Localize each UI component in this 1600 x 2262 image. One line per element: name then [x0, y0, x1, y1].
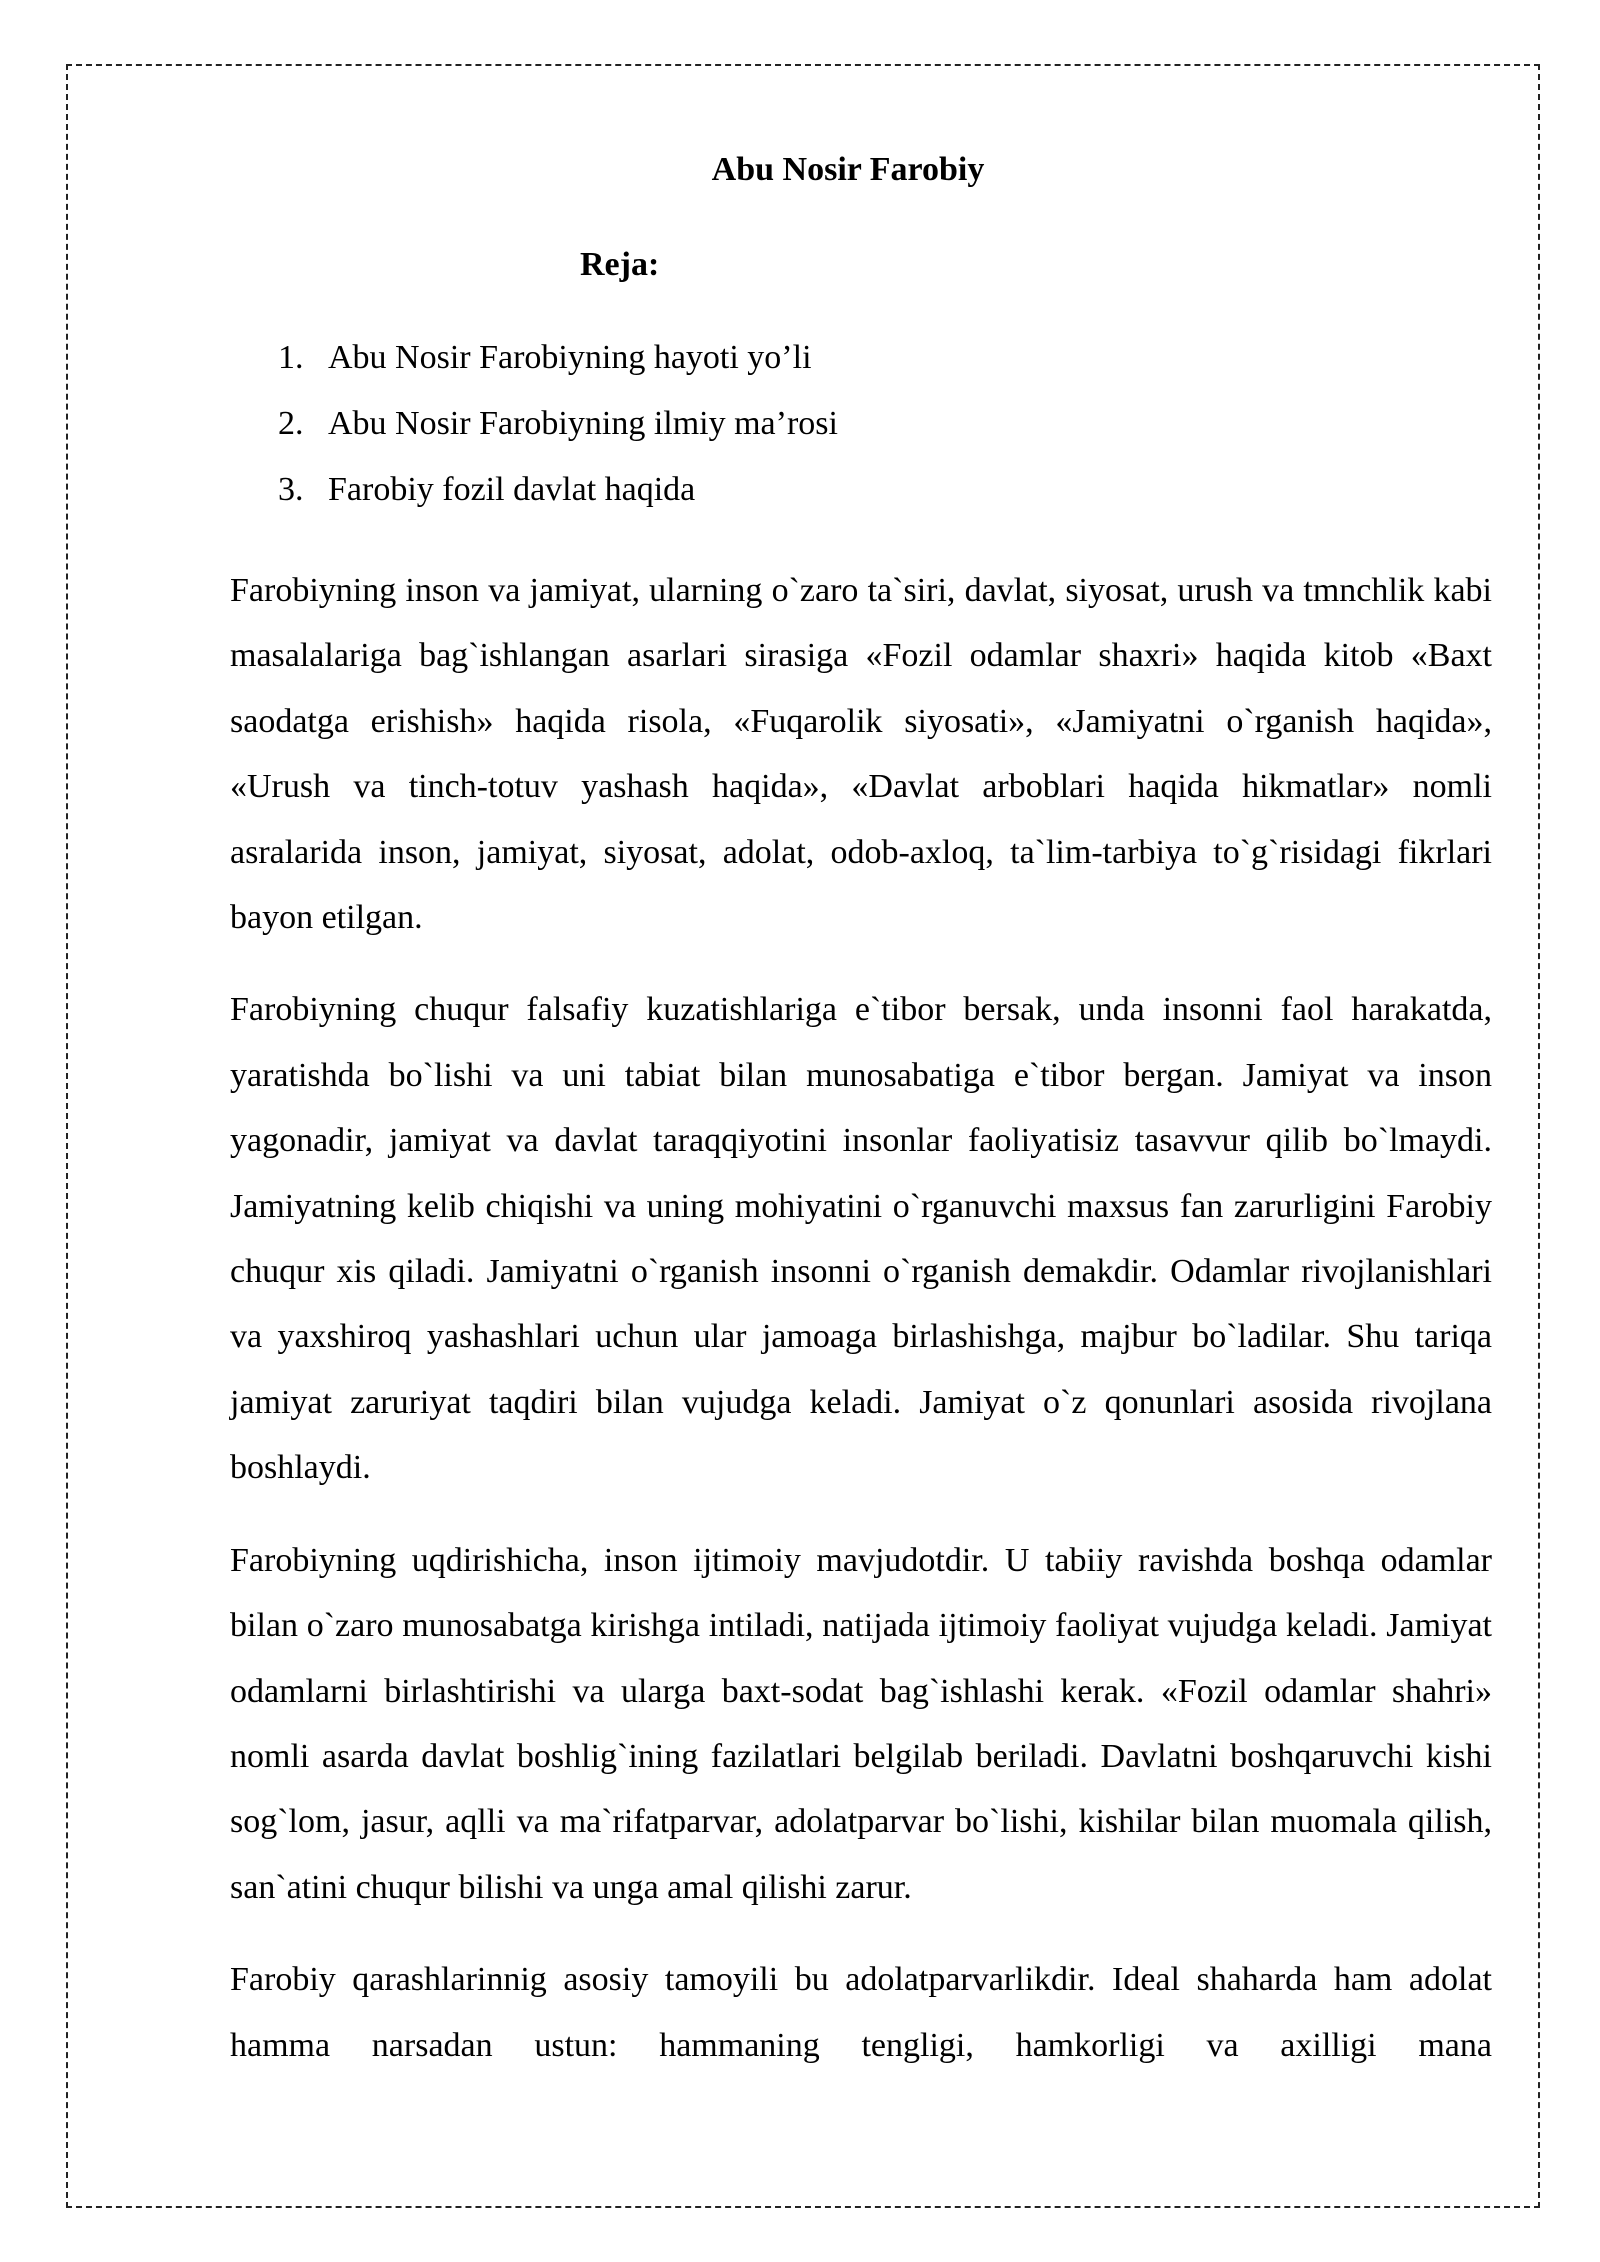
body-paragraph: Farobiyning inson va jamiyat, ularning o`zaro ta`siri, davlat, siyosat, urush va tmnchlik kabi masalalariga bag`ishlangan asarlari sirasiga «Fozil odamlar shaxri» haqida kitob «Baxt saodatga erishish» haqida risola, «Fuqarolik siyosati», «Jamiyatni o`rganish haqida», «Urush va tinch-totuv yashash haqida», «Davlat arboblari haqida hikmatlar» nomli asralarida inson, jamiyat, siyosat, adolat, odob-axloq, ta`lim-tarbiya to`g`risidagi fikrlari bayon etilgan.	[230, 572, 1492, 937]
plan-item-text: Abu Nosir Farobiyning hayoti yo’li	[328, 339, 812, 376]
plan-heading: Reja:	[580, 246, 660, 283]
plan-item	[278, 338, 838, 404]
plan-item	[278, 470, 838, 536]
plan-item	[278, 404, 838, 470]
plan-item-number: 1.	[278, 339, 304, 376]
document-title: Abu Nosir Farobiy	[711, 151, 985, 188]
plan-item-number: 2.	[278, 405, 304, 442]
body-paragraph: Farobiy qarashlarinnig asosiy tamoyili bu adolatparvarlikdir. Ideal shaharda ham adolat hamma narsadan ustun: hammaning tengligi, hamkorligi va axilligi mana	[230, 1961, 1492, 2064]
plan-item-text: Farobiy fozil davlat haqida	[328, 471, 696, 508]
plan-item-text: Abu Nosir Farobiyning ilmiy ma’rosi	[328, 405, 838, 442]
plan-list	[278, 338, 838, 536]
plan-item-number: 3.	[278, 471, 304, 508]
body-paragraph: Farobiyning chuqur falsafiy kuzatishlariga e`tibor bersak, unda insonni faol harakatda, yaratishda bo`lishi va uni tabiat bilan munosabatiga e`tibor bergan. Jamiyat va inson yagonadir, jamiyat va davlat taraqqiyotini insonlar faoliyatisiz tasavvur qilib bo`lmaydi. Jamiyatning kelib chiqishi va uning mohiyatini o`rganuvchi maxsus fan zarurligini Farobiy chuqur xis qiladi. Jamiyatni o`rganish insonni o`rganish demakdir. Odamlar rivojlanishlari va yaxshiroq yashashlari uchun ular jamoaga birlashishga, majbur bo`ladilar. Shu tariqa jamiyat zaruriyat taqdiri bilan vujudga keladi. Jamiyat o`z qonunlari asosida rivojlana boshlaydi.	[230, 991, 1492, 1487]
document-body	[230, 558, 1492, 2105]
body-paragraph: Farobiyning uqdirishicha, inson ijtimoiy mavjudotdir. U tabiiy ravishda boshqa odamlar bilan o`zaro munosabatga kirishga intiladi, natijada ijtimoiy faoliyat vujudga keladi. Jamiyat odamlarni birlashtirishi va ularga baxt-sodat bag`ishlashi kerak. «Fozil odamlar shahri» nomli asarda davlat boshlig`ining fazilatlari belgilab beriladi. Davlatni boshqaruvchi kishi sog`lom, jasur, aqlli va ma`rifatparvar, adolatparvar bo`lishi, kishilar bilan muomala qilish, san`atini chuqur bilishi va unga amal qilishi zarur.	[230, 1541, 1492, 1906]
